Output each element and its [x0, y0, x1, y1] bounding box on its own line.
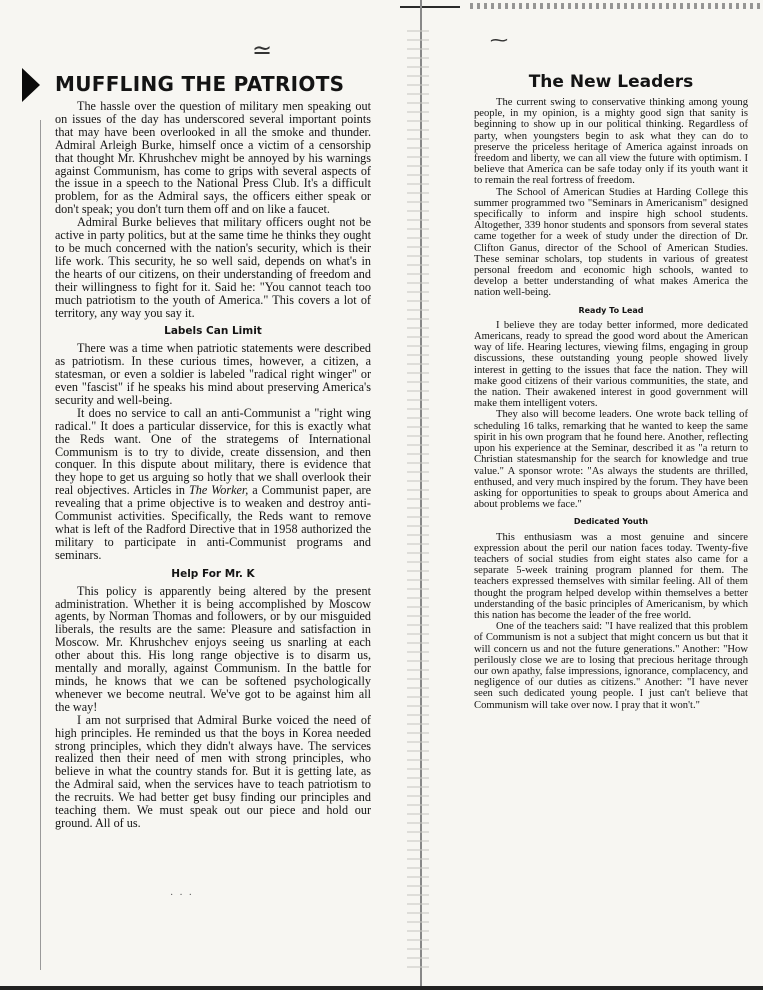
top-edge-line	[400, 6, 460, 8]
footer-marks: ···	[170, 890, 198, 901]
left-paragraph-5: This policy is apparently being altered by the present administration. Whether it is being accomplished by Moscow agents, by Norman Thomas and followers, or by our misguided liberals, the results are the same: Pleasure and satisfaction in Moscow. Mr. Khrushchev enjoys seeing us snarling at each other about this. His long range objective is to disarm us, mentally and morally, against Communism. In the battle for minds, he knows that we can be softened psychologically whenever we become neutral. We've got to be against him all the way!	[55, 583, 371, 714]
section-marker-triangle-icon	[22, 68, 40, 102]
scribble-mark-left: ≃	[252, 36, 273, 64]
right-article-title: The New Leaders	[528, 72, 694, 92]
top-edge-dots	[470, 3, 760, 9]
right-paragraph-1: The current swing to conservative thinking among young people, in my opinion, is a mighty good sign that sanity is beginning to show up in our political thinking. Regardless of party, when youngsters begin to ask what they can do to preserve the priceless heritage of America against inroads on freedom and liberty, we can all view the future with optimism. I believe that America can be safe today only if its youth want it to remain the real fortress of freedom.	[474, 97, 748, 187]
right-paragraph-4: They also will become leaders. One wrote back telling of scheduling 16 talks, remarking that he wanted to keep the same spirit in his own program that he found here. Another, reflecting upon his experience at the Seminar, described it as "a return to Christian statesmanship for the search for knowledge and true value." A sponsor wrote: "As always the students are thrilled, enthused, and very much inspired by the forum. They have been asking for opportunities to speak to groups about America and about problems we face."	[474, 409, 748, 511]
right-subheading-ready: Ready To Lead	[578, 305, 644, 315]
page-bottom-edge	[0, 986, 763, 990]
left-margin-line	[40, 120, 41, 970]
right-paragraph-2: The School of American Studies at Harding College this summer programmed two "Seminars in Americanism" designed specifically to inform and inspire high school students. Altogether, 339 honor students and sponsors from several states came together for a week of study under the direction of Dr. Clifton Ganus, director of the School of American Studies. These seminar scholars, top students in various of greatest personal freedom and economic high schools, wanted to develop a better understanding of what makes America the nation well-being.	[474, 186, 748, 299]
right-paragraph-3: I believe they are today better informed, more dedicated Americans, ready to spread the good word about the American way of life. Hearing lectures, viewing films, engaging in group discussions, these outstanding young people showed lively interest in getting to the issues that face the nation. They will make good citizens of their various communities, the state, and the nation. Their awakened interest in good government will make them intelligent voters.	[474, 319, 748, 410]
right-article-body	[474, 97, 748, 711]
left-paragraph-4-italic: The Worker,	[188, 483, 249, 498]
left-paragraph-3: There was a time when patriotic statements were described as patriotism. In these curious times, however, a citizen, a statesman, or even a soldier is labeled "radical right winger" or even "fascist" if he speaks his mind about preserving America's security and well-being.	[55, 341, 371, 407]
left-subheading-labels: Labels Can Limit	[164, 325, 262, 338]
left-article-body	[55, 100, 371, 830]
left-paragraph-2: Admiral Burke believes that military officers ought not be active in party politics, but at the same time he thinks they ought to be much concerned with the nation's security, which is their life work. This security, he so well said, depends on what's in the hearts of our citizens, on their understanding of freedom and their willingness to fight for it. Said he: "You cannot teach too much patriotism to the youth of America." This covers a lot of territory, any way you say it.	[55, 215, 371, 320]
left-paragraph-6: I am not surprised that Admiral Burke voiced the need of high principles. He reminded us that the boys in Korea needed strong principles, which they didn't always have. The services realized then their need of men with strong principles, who believe in what the country stands for. But it is getting late, as the Admiral said, when the services have to teach patriotism to the recruits. We had better get busy finding our principles and teaching them. We must speak out our piece and hold our ground. All of us.	[55, 712, 371, 830]
left-paragraph-1: The hassle over the question of military men speaking out on issues of the day has underscored several important points that may have been overlooked in all the smoke and thunder. Admiral Arleigh Burke, himself once a victim of a censorship that thought Mr. Khrushchev might be annoyed by his warnings against Communism, has come to grips with several aspects of the issue in a speech to the National Press Club. It's a difficult problem, for as the Admiral says, the officers either speak or don't speak; you don't turn them off and on like a faucet.	[55, 99, 371, 217]
scribble-mark-right: ⁓	[490, 30, 508, 51]
left-article-title: MUFFLING THE PATRIOTS	[55, 72, 345, 96]
left-paragraph-4-part-b: a Communist paper, are revealing that a prime objective is to weaken and destroy anti-Communist activities. Specifically, the Reds want to remove what is left of the Radford Directive that in 1958 authorized the military to participate in anti-Communist programs and seminars.	[55, 483, 371, 562]
left-paragraph-4-part-a: It does no service to call an anti-Communist a "right wing radical." It does a particular disservice, for this is exactly what the Reds want. One of the strategems of International Communism is to try to divide, create dissension, and then conquer. In this dispute about military, there is evidence that they hope to get us arguing so hotly that we shall overlook their real objectives. Articles in	[55, 405, 371, 498]
right-paragraph-6: One of the teachers said: "I have realized that this problem of Communism is not a subject that might concern us but that it will concern us and not the future generations." Another: "How perilously close we are to losing that precious heritage through our own apathy, false impressions, ignorance, complacency, and negligence of our duties as citizens." Another: "I have never seen such dedicated young people. I just can't believe that Communism will take over now. I pray that it won't."	[474, 621, 748, 711]
left-paragraph-4	[55, 407, 371, 562]
right-subheading-dedicated: Dedicated Youth	[573, 517, 649, 527]
page-top-edge	[0, 0, 763, 8]
right-paragraph-5: This enthusiasm was a most genuine and sincere expression about the peril our nation faces today. Twenty-five teachers of social studies from eight states also came for a separate 5-week training program planned for them. The teachers expressed themselves with similar feeling. All of them thought the program helped develop within themselves a better understanding of the basic principles of Americanism, by which this nation has become the leader of the free world.	[474, 531, 748, 621]
page-gutter-shadow	[407, 30, 429, 975]
left-subheading-help: Help For Mr. K	[171, 567, 255, 580]
